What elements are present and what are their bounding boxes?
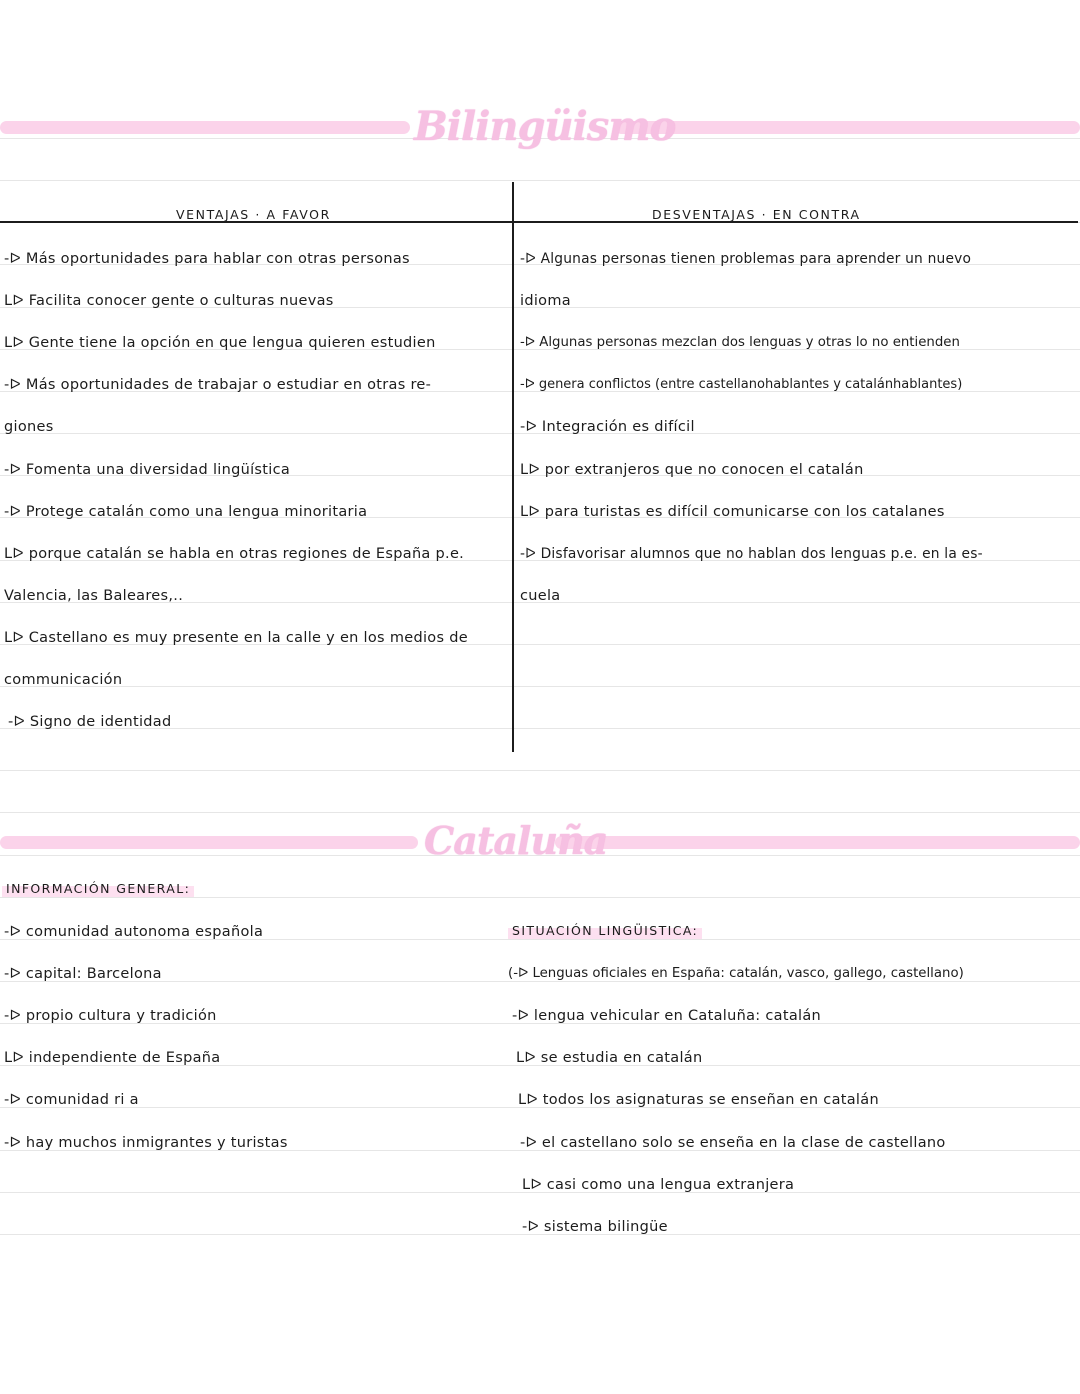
desventajas-line: ᒪᐅ para turistas es difícil comunicarse con los catalanes xyxy=(520,504,945,520)
desventajas-line: -ᐅ Integración es difícil xyxy=(520,419,695,435)
general-info-line: -ᐅ propio cultura y tradición xyxy=(4,1008,217,1024)
ruled-line xyxy=(0,897,1080,898)
ventajas-line: -ᐅ Más oportunidades para hablar con otras personas xyxy=(4,251,410,267)
linguistic-line: (-ᐅ Lenguas oficiales en España: catalán, vasco, gallego, castellano) xyxy=(508,966,964,981)
title-band-left xyxy=(0,836,418,849)
linguistic-line: ᒪᐅ todos los asignaturas se enseñan en catalán xyxy=(518,1092,879,1108)
ventajas-line: Valencia, las Baleares,.. xyxy=(4,588,184,604)
linguistic-line: -ᐅ lengua vehicular en Cataluña: catalán xyxy=(512,1008,822,1024)
ventajas-line: ᒪᐅ Gente tiene la opción en que lengua quieren estudien xyxy=(4,335,436,351)
title-band-right xyxy=(555,836,1080,849)
general-info-line: ᒪᐅ independiente de España xyxy=(4,1050,221,1066)
general-info-header: INFORMACIÓN GENERAL: xyxy=(2,881,194,897)
general-info-line: -ᐅ capital: Barcelona xyxy=(4,966,162,982)
linguistic-line: ᒪᐅ casi como una lengua extranjera xyxy=(522,1177,795,1193)
title-band-right xyxy=(615,121,1080,134)
ruled-line xyxy=(0,812,1080,813)
ventajas-line: -ᐅ Signo de identidad xyxy=(8,714,172,730)
ventajas-line: -ᐅ Fomenta una diversidad lingüística xyxy=(4,462,291,478)
section-title-cataluna: Cataluña xyxy=(424,818,608,863)
linguistic-line: ᒪᐅ se estudia en catalán xyxy=(516,1050,703,1066)
desventajas-line: cuela xyxy=(520,588,561,604)
section-title-bilinguismo: Bilingüismo xyxy=(414,103,676,150)
ventajas-line: ᒪᐅ porque catalán se habla en otras regiones de España p.e. xyxy=(4,546,465,562)
desventajas-line: -ᐅ genera conflictos (entre castellanohablantes y catalánhablantes) xyxy=(520,377,963,392)
ventajas-line: giones xyxy=(4,419,54,435)
general-info-line: -ᐅ comunidad autonoma española xyxy=(4,924,264,940)
ventajas-line: ᒪᐅ Facilita conocer gente o culturas nuevas xyxy=(4,293,334,309)
linguistic-situation-header: SITUACIÓN LINGÜISTICA: xyxy=(508,923,702,939)
linguistic-line: -ᐅ el castellano solo se enseña en la clase de castellano xyxy=(520,1135,946,1151)
ventajas-line: -ᐅ Protege catalán como una lengua minoritaria xyxy=(4,504,368,520)
ventajas-line: communicación xyxy=(4,672,123,688)
desventajas-line: -ᐅ Algunas personas tienen problemas para aprender un nuevo xyxy=(520,251,972,267)
ventajas-line: -ᐅ Más oportunidades de trabajar o estudiar en otras re- xyxy=(4,377,432,393)
ruled-line xyxy=(0,770,1080,771)
linguistic-line: -ᐅ sistema bilingüe xyxy=(522,1219,668,1235)
desventajas-line: -ᐅ Algunas personas mezclan dos lenguas y otras lo no entienden xyxy=(520,335,960,350)
table-divider xyxy=(512,182,514,752)
title-band-left xyxy=(0,121,410,134)
ruled-line xyxy=(0,686,1080,687)
table-header-line xyxy=(0,221,1078,223)
desventajas-line: -ᐅ Disfavorisar alumnos que no hablan dos lenguas p.e. en la es- xyxy=(520,546,983,562)
general-info-line: -ᐅ hay muchos inmigrantes y turistas xyxy=(4,1135,288,1151)
column-header-desventajas: DESVENTAJAS · EN CONTRA xyxy=(652,207,861,222)
ventajas-line: ᒪᐅ Castellano es muy presente en la calle y en los medios de xyxy=(4,630,468,646)
column-header-ventajas: VENTAJAS · A FAVOR xyxy=(176,207,331,222)
desventajas-line: idioma xyxy=(520,293,571,309)
general-info-line: -ᐅ comunidad ri a xyxy=(4,1092,139,1108)
ruled-line xyxy=(0,180,1080,181)
desventajas-line: ᒪᐅ por extranjeros que no conocen el catalán xyxy=(520,462,864,478)
